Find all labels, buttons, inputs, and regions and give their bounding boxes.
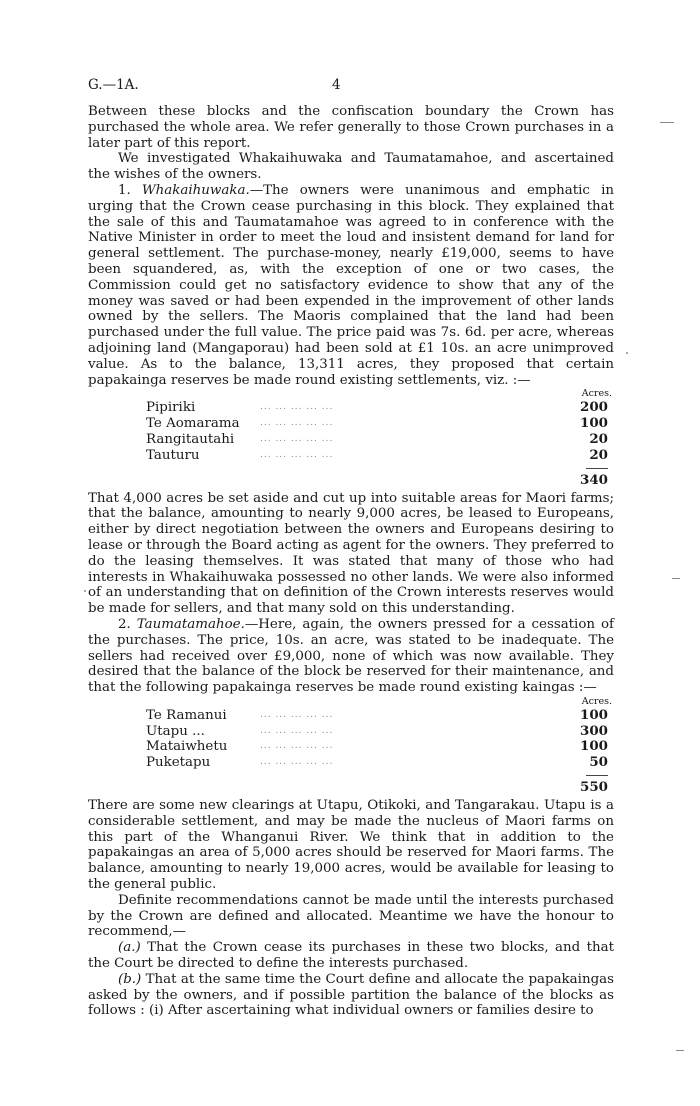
item-number: 1. [118, 182, 142, 198]
reserve-name: Te Ramanui [146, 707, 227, 723]
unit-label: Acres. [581, 695, 612, 707]
reserve-acres: 100 [580, 738, 608, 755]
margin-mark [672, 578, 680, 579]
reserve-acres: 300 [580, 722, 608, 739]
reserve-acres: 20 [589, 446, 608, 463]
sum-rule [586, 775, 608, 776]
reserve-acres: 100 [580, 415, 608, 432]
table-row [88, 739, 614, 755]
table-row [88, 400, 614, 416]
paragraph-text: —The owners were unanimous and emphatic in urging that the Crown cease purchasing in this block. They explained that the sale of this and Taumatamahoe was agreed to in conference with the Native Minister in order to meet the loud and insistent demand for land for general settlement. The purchase-money, nearly £19,000, seems to have been squandered, as, with the exception of one or two cases, the Commission could get no satisfactory evidence to show that any of the money was saved or had been expended in the improvement of other lands owned by the sellers. The Maoris complained that the land had been purchased under the full value. The price paid was 7s. 6d. per acre, whereas adjoining land (Mangaporau) had been sold at £1 10s. an acre unimproved value. As to the balance, 13,311 acres, they proposed that certain papakainga reserves be made round existing settlements, viz. :— [88, 182, 614, 388]
paragraph: We investigated Whakaihuwaka and Taumatamahoe, and ascertained the wishes of the owners. [88, 151, 614, 183]
document-reference: G.—1A. [88, 77, 139, 93]
paragraph-text: That the Crown cease its purchases in these two blocks, and that the Court be directed to define the interests purchased. [88, 940, 614, 972]
paragraph: There are some new clearings at Utapu, Otikoki, and Tangarakau. Utapu is a considerable settlement, and may be made the nucleus of Maori farms on this part of the Whanganui River. We think that in addition to the papakaingas an area of 5,000 acres should be reserved for Maori farms. The balance, amounting to nearly 19,000 acres, would be available for leasing to the general public. [88, 798, 614, 893]
leader-dots: ... ... ... ... ... [260, 402, 334, 413]
table-row [88, 708, 614, 724]
page-number: 4 [332, 77, 341, 93]
paragraph: Between these blocks and the confiscation boundary the Crown has purchased the whole area. We refer generally to those Crown purchases in a later part of this report. [88, 104, 614, 151]
table-row [88, 416, 614, 432]
paragraph-text: —Here, again, the owners pressed for a cessation of the purchases. The price, 10s. an acre, was stated to be inadequate. The sellers had received over £9,000, none of which was now available. They desired that the balance of the block be reserved for their maintenance, and that the following papakainga reserves be made round existing kaingas :— [88, 616, 614, 696]
reserve-acres: 20 [589, 430, 608, 447]
table-total: 340 [580, 471, 608, 488]
paragraph: Definite recommendations cannot be made until the interests purchased by the Crown are defined and allocated. Meantime we have the honour to recommend,— [88, 892, 614, 940]
block-name: Taumatamahoe. [136, 616, 245, 632]
table-total: 550 [580, 779, 608, 796]
reserve-name: Rangitautahi [146, 431, 235, 447]
block-name: Whakaihuwaka. [141, 182, 250, 198]
document-body [88, 104, 614, 1019]
leader-dots: ... ... ... ... ... [260, 757, 334, 768]
reserve-acres: 50 [589, 754, 608, 771]
scan-speck [84, 590, 86, 592]
table-row [88, 448, 614, 464]
table-row [88, 755, 614, 771]
page-header [88, 77, 614, 97]
leader-dots: ... ... ... ... ... [260, 709, 334, 720]
reserve-name: Tauturu [146, 447, 200, 463]
reserve-name: Pipiriki [146, 400, 196, 416]
leader-dots: ... ... ... ... ... [260, 449, 334, 460]
paragraph [88, 617, 614, 696]
reserves-table-1 [88, 388, 614, 490]
paragraph [88, 972, 614, 1019]
reserve-name: Puketapu [146, 755, 211, 771]
leader-dots: ... ... ... ... ... [260, 418, 334, 429]
item-number: 2. [118, 616, 137, 632]
reserve-acres: 200 [580, 399, 608, 416]
recommendation-label: (a.) [118, 940, 141, 956]
unit-label: Acres. [581, 388, 612, 400]
leader-dots: ... ... ... ... ... [260, 741, 334, 752]
leader-dots: ... ... ... ... ... [260, 725, 334, 736]
margin-mark [660, 122, 674, 123]
reserve-name: Utapu ... [146, 723, 205, 739]
paragraph [88, 940, 614, 972]
reserves-table-2 [88, 696, 614, 798]
paragraph [88, 183, 614, 388]
reserve-acres: 100 [580, 706, 608, 723]
table-row [88, 432, 614, 448]
margin-mark [676, 1050, 684, 1051]
table-row [88, 724, 614, 740]
recommendation-label: (b.) [118, 971, 142, 987]
paragraph-text: That at the same time the Court define and allocate the papakaingas asked by the owners, and if possible partition the balance of the blocks as follows : (i) After ascertaining what individual owners or families desire to [88, 971, 614, 1019]
reserve-name: Te Aomarama [146, 416, 240, 432]
sum-rule [586, 468, 608, 469]
paragraph: That 4,000 acres be set aside and cut up into suitable areas for Maori farms; that the balance, amounting to nearly 9,000 acres, be leased to Europeans, either by direct negotiation between the owners and Europeans desiring to lease or through the Board acting as agent for the owners. They preferred to do the leasing themselves. It was stated that many of those who had interests in Whakaihuwaka possessed no other lands. We were also informed of an understanding that on definition of the Crown interests reserves would be made for sellers, and that many sold on this understanding. [88, 490, 614, 617]
leader-dots: ... ... ... ... ... [260, 433, 334, 444]
scan-speck [626, 352, 628, 354]
reserve-name: Mataiwhetu [146, 739, 228, 755]
